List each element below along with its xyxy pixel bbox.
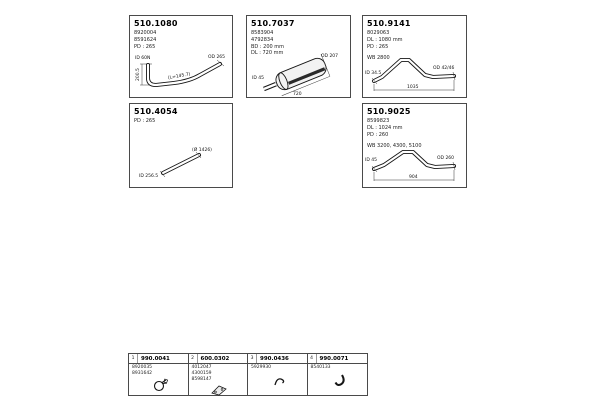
accessory-header [248, 354, 307, 364]
zigzag-pipe-drawing [365, 50, 465, 96]
accessory-header [308, 354, 368, 364]
hanger-icon [331, 372, 347, 388]
code-line: PD : 265 [134, 118, 156, 124]
code-line: 5929930 [251, 365, 272, 370]
accessory-cell-3 [248, 354, 308, 395]
bracket-icon [210, 384, 228, 396]
part-panel-510-4054 [129, 103, 233, 188]
code-line: PD : 265 [367, 43, 389, 50]
code-line: 8920004 [134, 30, 157, 36]
pipe-right-label: (Ø 1426) [192, 148, 212, 153]
muffler-od-label: OD 207 [321, 54, 339, 59]
accessory-part-number: 990.0071 [319, 355, 349, 362]
code-line: 8583904 [251, 30, 274, 36]
accessory-body [129, 364, 188, 393]
accessory-body [248, 364, 307, 388]
code-line: 8598147 [191, 376, 212, 382]
part-number: 510.7037 [251, 19, 295, 28]
accessory-index: 2 [189, 354, 198, 363]
part-number: 510.9025 [367, 107, 411, 116]
pipe-right-label: OD 42/46 [433, 66, 455, 71]
pipe-right-label: OD 260 [437, 156, 455, 161]
pipe-left-label: ID 60N [135, 56, 151, 61]
accessory-body [308, 364, 368, 388]
muffler-length-label: 720 [293, 92, 302, 96]
pipe-length-label: (L=145.7) [167, 72, 191, 82]
accessory-part-number: 600.0302 [200, 355, 230, 362]
code-line: 8920035 [132, 365, 153, 370]
code-line: DL : 1080 mm [367, 36, 403, 43]
part-number: 510.4054 [134, 107, 178, 116]
pipe-dim-label: 1035 [407, 85, 419, 90]
part-number: 510.9141 [367, 19, 411, 28]
code-line: DL : 1024 mm [367, 124, 403, 131]
pipe-left-label: ID 34.5 [365, 71, 382, 76]
accessory-cell-4 [308, 354, 368, 395]
accessories-table [128, 353, 368, 396]
code-line: 4300159 [191, 370, 212, 376]
code-line: 8599823 [367, 118, 390, 124]
accessory-cell-2 [189, 354, 249, 395]
zigzag-pipe-drawing [365, 140, 465, 186]
accessory-header [129, 354, 188, 364]
part-panel-510-9025 [362, 103, 467, 188]
muffler-drawing [249, 50, 349, 96]
pipe-left-label: ID 256.5 [139, 174, 159, 179]
accessory-part-number: 990.0041 [141, 355, 170, 362]
accessory-index: 4 [308, 354, 317, 363]
code-line: PD : 265 [134, 43, 156, 50]
accessory-index: 3 [248, 354, 257, 363]
muffler-id-label: ID 45 [252, 76, 264, 81]
code-line: 8029063 [367, 30, 390, 36]
code-line: 4792834 [251, 36, 274, 43]
code-line: PD : 260 [367, 131, 389, 138]
part-number: 510.1080 [134, 19, 178, 28]
pipe-dim-label: 200.5 [136, 68, 141, 81]
accessory-header [189, 354, 248, 364]
bent-pipe-drawing [132, 50, 232, 96]
clamp-icon [151, 378, 169, 393]
accessory-body [189, 364, 248, 396]
code-line: BD : 200 mm [251, 43, 285, 50]
wheelbase-note: WB 3200, 4300, 5100 [367, 143, 422, 150]
code-line: 8931642 [132, 370, 153, 376]
code-line: DL : 720 mm [251, 50, 284, 57]
accessory-index: 1 [129, 354, 138, 363]
pipe-dim-label: 904 [409, 175, 418, 180]
accessory-part-number: 990.0436 [260, 355, 289, 362]
part-panel-510-7037 [246, 15, 351, 98]
straight-pipe-drawing [132, 140, 232, 186]
part-panel-510-9141 [362, 15, 467, 98]
clip-icon [271, 372, 287, 388]
code-line: 4012047 [191, 365, 212, 370]
accessory-cell-1 [129, 354, 189, 395]
pipe-left-label: ID 45 [365, 158, 377, 163]
part-panel-510-1080 [129, 15, 233, 98]
wheelbase-note: WB 2800 [367, 55, 390, 62]
code-line: 8540133 [310, 365, 331, 370]
part-codes [134, 30, 232, 50]
part-codes [134, 118, 232, 125]
code-line: 8591624 [134, 36, 157, 43]
pipe-right-label: OD 265 [208, 55, 226, 60]
